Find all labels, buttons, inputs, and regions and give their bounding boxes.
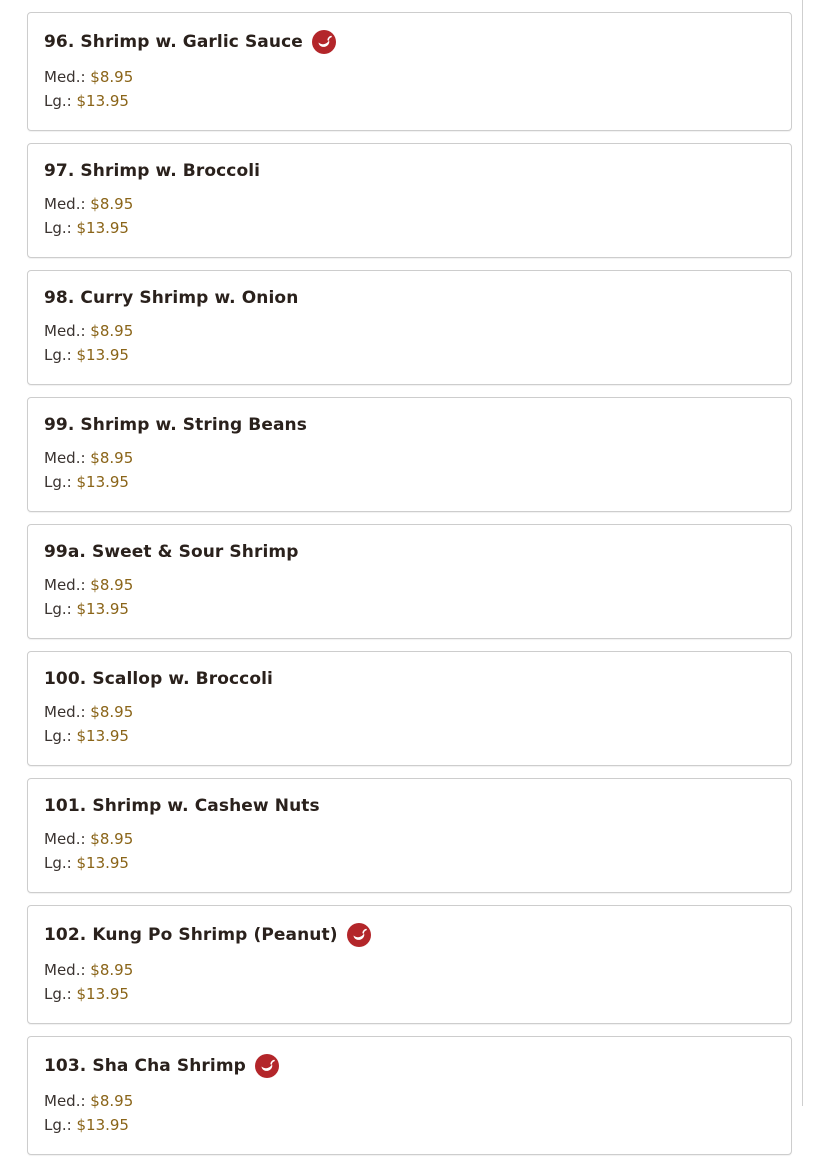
menu-item-card[interactable] xyxy=(27,270,792,385)
large-size-label: Lg.: xyxy=(44,346,72,364)
medium-size-label: Med.: xyxy=(44,322,86,340)
medium-price: $8.95 xyxy=(90,68,134,86)
medium-price-line xyxy=(44,827,775,851)
menu-item-card[interactable] xyxy=(27,12,792,131)
chili-pepper-icon xyxy=(312,30,336,54)
large-price: $13.95 xyxy=(76,854,129,872)
large-size-label: Lg.: xyxy=(44,219,72,237)
medium-price-line xyxy=(44,1089,775,1113)
menu-item-card[interactable] xyxy=(27,778,792,893)
large-size-label: Lg.: xyxy=(44,854,72,872)
menu-item-card[interactable] xyxy=(27,143,792,258)
large-price-line xyxy=(44,597,775,621)
menu-item-name: 98. Curry Shrimp w. Onion xyxy=(44,288,299,308)
large-size-label: Lg.: xyxy=(44,985,72,1003)
menu-item-name: 99. Shrimp w. String Beans xyxy=(44,415,307,435)
large-price: $13.95 xyxy=(76,219,129,237)
large-price-line xyxy=(44,1113,775,1137)
large-price: $13.95 xyxy=(76,92,129,110)
medium-size-label: Med.: xyxy=(44,449,86,467)
large-price-line xyxy=(44,216,775,240)
menu-item-card[interactable] xyxy=(27,397,792,512)
medium-size-label: Med.: xyxy=(44,68,86,86)
menu-item-name: 102. Kung Po Shrimp (Peanut) xyxy=(44,925,338,945)
menu-item-title-row xyxy=(44,922,775,948)
medium-price: $8.95 xyxy=(90,322,134,340)
medium-size-label: Med.: xyxy=(44,1092,86,1110)
scroll-divider xyxy=(802,0,803,1106)
menu-item-card[interactable] xyxy=(27,524,792,639)
chili-pepper-icon xyxy=(255,1054,279,1078)
large-price-line xyxy=(44,89,775,113)
menu-item-title-row xyxy=(44,795,775,817)
menu-item-name: 97. Shrimp w. Broccoli xyxy=(44,161,261,181)
menu-item-title-row xyxy=(44,29,775,55)
large-price: $13.95 xyxy=(76,473,129,491)
medium-size-label: Med.: xyxy=(44,830,86,848)
large-size-label: Lg.: xyxy=(44,600,72,618)
large-price-line xyxy=(44,724,775,748)
menu-item-title-row xyxy=(44,668,775,690)
medium-size-label: Med.: xyxy=(44,576,86,594)
menu-item-name: 96. Shrimp w. Garlic Sauce xyxy=(44,32,303,52)
large-size-label: Lg.: xyxy=(44,92,72,110)
large-price: $13.95 xyxy=(76,985,129,1003)
large-price: $13.95 xyxy=(76,727,129,745)
menu-item-title-row xyxy=(44,414,775,436)
menu-item-name: 99a. Sweet & Sour Shrimp xyxy=(44,542,299,562)
medium-price: $8.95 xyxy=(90,830,134,848)
medium-price: $8.95 xyxy=(90,1092,134,1110)
menu-item-name: 103. Sha Cha Shrimp xyxy=(44,1056,246,1076)
medium-price-line xyxy=(44,192,775,216)
medium-price: $8.95 xyxy=(90,195,134,213)
medium-size-label: Med.: xyxy=(44,703,86,721)
menu-item-name: 100. Scallop w. Broccoli xyxy=(44,669,273,689)
menu-item-card[interactable] xyxy=(27,905,792,1024)
large-size-label: Lg.: xyxy=(44,727,72,745)
medium-size-label: Med.: xyxy=(44,961,86,979)
menu-item-name: 101. Shrimp w. Cashew Nuts xyxy=(44,796,320,816)
menu-item-title-row xyxy=(44,160,775,182)
medium-price: $8.95 xyxy=(90,703,134,721)
medium-price: $8.95 xyxy=(90,576,134,594)
menu-item-title-row xyxy=(44,1053,775,1079)
medium-price: $8.95 xyxy=(90,961,134,979)
menu-list xyxy=(27,12,792,1167)
menu-item-card[interactable] xyxy=(27,1036,792,1155)
large-size-label: Lg.: xyxy=(44,1116,72,1134)
medium-price-line xyxy=(44,319,775,343)
medium-price-line xyxy=(44,958,775,982)
large-price: $13.95 xyxy=(76,346,129,364)
menu-item-title-row xyxy=(44,287,775,309)
chili-pepper-icon xyxy=(347,923,371,947)
large-price-line xyxy=(44,982,775,1006)
medium-size-label: Med.: xyxy=(44,195,86,213)
medium-price-line xyxy=(44,446,775,470)
medium-price-line xyxy=(44,700,775,724)
large-size-label: Lg.: xyxy=(44,473,72,491)
large-price-line xyxy=(44,851,775,875)
medium-price-line xyxy=(44,65,775,89)
large-price-line xyxy=(44,343,775,367)
medium-price: $8.95 xyxy=(90,449,134,467)
menu-item-card[interactable] xyxy=(27,651,792,766)
large-price-line xyxy=(44,470,775,494)
menu-item-title-row xyxy=(44,541,775,563)
large-price: $13.95 xyxy=(76,1116,129,1134)
medium-price-line xyxy=(44,573,775,597)
large-price: $13.95 xyxy=(76,600,129,618)
